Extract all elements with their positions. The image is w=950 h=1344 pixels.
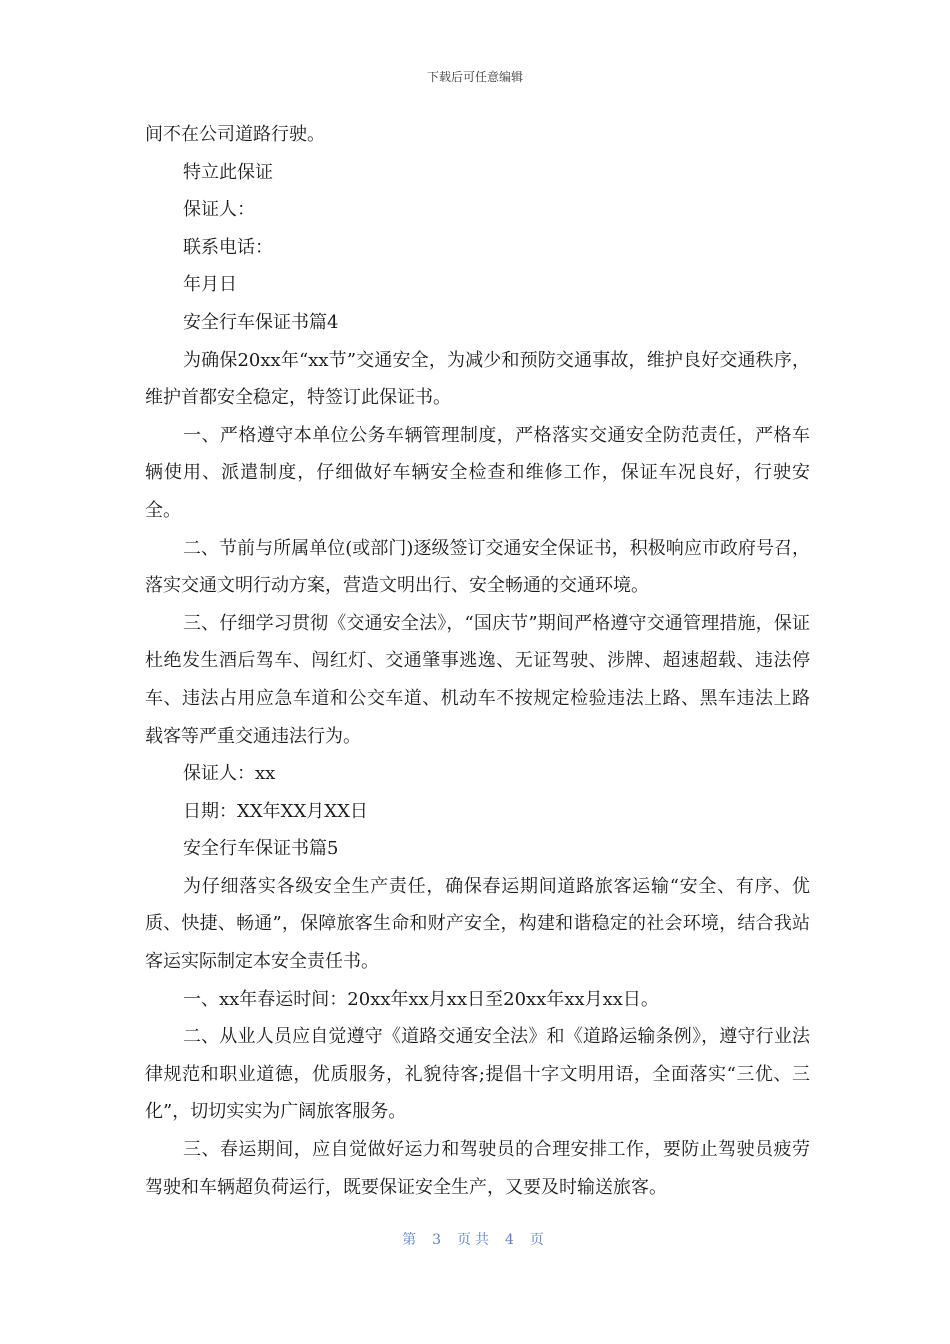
- document-body: [145, 116, 810, 1206]
- paragraph: 一、xx年春运时间：20xx年xx月xx日至20xx年xx月xx日。: [183, 988, 659, 1010]
- paragraph: 一、严格遵守本单位公务车辆管理制度，严格落实交通安全防范责任，严格车辆使用、派遣制度，仔细做好车辆安全检查和维修工作，保证车况良好，行驶安全。: [145, 424, 810, 521]
- footer-middle: 页共: [457, 1232, 493, 1248]
- paragraph: 保证人：xx: [183, 763, 276, 785]
- paragraph: 特立此保证: [183, 161, 273, 183]
- footer-page-number: 3: [432, 1232, 445, 1248]
- paragraph: 为确保20xx年“xx节”交通安全，为减少和预防交通事故，维护良好交通秩序，维护首都安全稳定，特签订此保证书。: [145, 349, 810, 409]
- paragraph: 日期：XX年XX月XX日: [183, 800, 368, 822]
- paragraph: 间不在公司道路行驶。: [145, 124, 325, 145]
- footer-prefix: 第: [402, 1232, 421, 1248]
- footer-total-pages: 4: [505, 1232, 518, 1248]
- section-heading: 安全行车保证书篇5: [183, 838, 339, 860]
- paragraph: 二、从业人员应自觉遵守《道路交通安全法》和《道路运输条例》，遵守行业法律规范和职业道德，优质服务，礼貌待客;提倡十字文明用语，全面落实“三优、三化”，切切实实为广阔旅客服务。: [145, 1026, 810, 1123]
- page-footer: [0, 1229, 950, 1249]
- paragraph: 年月日: [183, 274, 237, 296]
- footer-suffix: 页: [529, 1232, 548, 1248]
- page-header-note: 下载后可任意编辑: [426, 70, 523, 84]
- paragraph: 联系电话：: [183, 236, 273, 258]
- paragraph: 为仔细落实各级安全生产责任，确保春运期间道路旅客运输“安全、有序、优质、快捷、畅通”，保障旅客生命和财产安全，构建和谐稳定的社会环境，结合我站客运实际制定本安全责任书。: [145, 875, 810, 973]
- paragraph: 三、春运期间，应自觉做好运力和驾驶员的合理安排工作，要防止驾驶员疲劳驾驶和车辆超负荷运行，既要保证安全生产，又要及时输送旅客。: [145, 1139, 810, 1198]
- paragraph: 三、仔细学习贯彻《交通安全法》，“国庆节”期间严格遵守交通管理措施，保证杜绝发生酒后驾车、闯红灯、交通肇事逃逸、无证驾驶、涉牌、超速超载、违法停车、违法占用应急车道和公交车道、机动车不按规定检验违法上路、黑车违法上路载客等严重交通违法行为。: [145, 612, 810, 747]
- paragraph: 保证人：: [183, 199, 255, 221]
- paragraph: 二、节前与所属单位(或部门)逐级签订交通安全保证书，积极响应市政府号召，落实交通文明行动方案，营造文明出行、安全畅通的交通环境。: [145, 537, 810, 597]
- section-heading: 安全行车保证书篇4: [183, 311, 339, 333]
